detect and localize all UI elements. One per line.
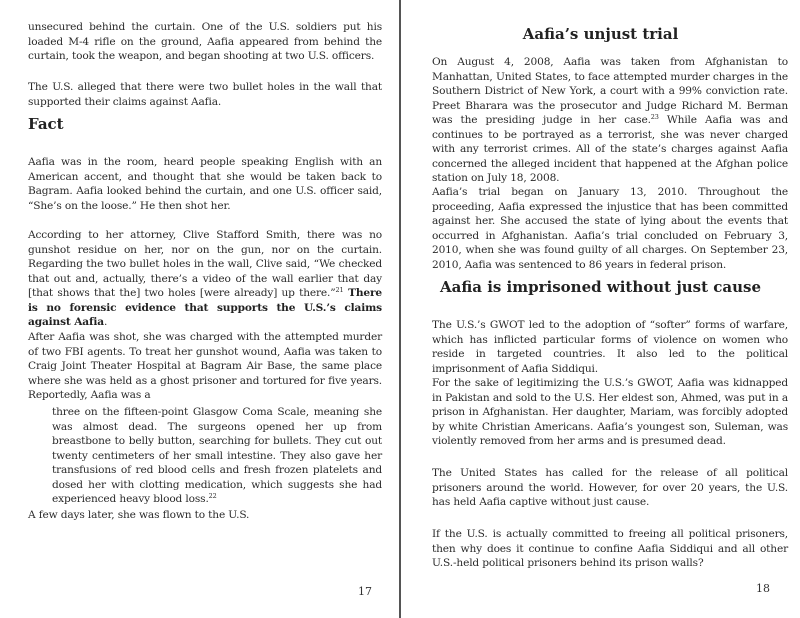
paragraph: For the sake of legitimizing the U.S.’s GWOT, Aafia was kidnapped in Pakistan and sold to the U.S. Her eldest son, Ahmed, was put in a prison in Afghanistan. Her daughter, Mariam, was forcibly adopted by white Christian Americans. Aafia’s youngest son, Suleman, was violently removed from her arms and is presumed dead. [432,377,788,447]
block-quote [52,405,382,507]
paragraph: After Aafia was shot, she was charged with the attempted murder of two FBI agents. To treat her gunshot wound, Aafia was taken to Craig Joint Theater Hospital at Bagram Air Base, the same place where she was held as a ghost prisoner and tortured for five years. Reportedly, Aafia was a [28,331,382,401]
footnote-ref: 22 [208,492,217,500]
paragraph: The U.S. alleged that there were two bullet holes in the wall that supported their claims against Aafia. [28,81,382,108]
paragraph: The U.S.’s GWOT led to the adoption of “softer” forms of warfare, which has inflicted particular forms of violence on women who reside in targeted countries. It also led to the political imprisonment of Aafia Siddiqui. [432,319,788,375]
section-heading: Aafia’s unjust trial [522,25,679,43]
paragraph: Aafia’s trial began on January 13, 2010. Throughout the proceeding, Aafia expressed the injustice that has been committed against her. She accused the state of lying about the events that occurred in Afghanistan. Aafia’s trial concluded on February 3, 2010, when she was found guilty of all charges. On September 23, 2010, Aafia was sentenced to 86 years in federal prison. [432,186,788,271]
page-number: 18 [756,582,770,595]
footnote-ref: 21 [335,286,344,294]
paragraph: The United States has called for the release of all political prisoners around the world. However, for over 20 years, the U.S. has held Aafia captive without just cause. [432,467,788,508]
footnote-ref: 23 [650,113,659,121]
paragraph: Aafia was in the room, heard people speaking English with an American accent, and thought that she would be taken back to Bagram. Aafia looked behind the curtain, and one U.S. officer said, “She’s on the loose.” He then shot her. [28,156,382,212]
emphasis-text: There is no forensic evidence that supports the U.S.’s claims against Aafia [28,287,382,328]
quote-text: three on the fifteen-point Glasgow Coma Scale, meaning she was almost dead. The surgeons opened her up from breastbone to belly button, searching for bullets. They cut out twenty centimeters of her small intestine. They also gave her transfusions of red blood cells and fresh frozen platelets and dosed her with clotting medication, which suggests she had experienced heavy blood loss. [52,406,382,505]
paragraph-text: While Aafia was and continues to be portrayed as a terrorist, she was never charged with any terrorist crimes. All of the state’s charges against Aafia concerned the alleged incident that happened at the Afghan police station on July 18, 2008. [432,114,788,184]
paragraph [432,55,788,186]
paragraph: A few days later, she was flown to the U.S. [28,509,250,521]
paragraph-text: On August 4, 2008, Aafia was taken from Afghanistan to Manhattan, United States, to face attempted murder charges in the Southern District of New York, a court with a 99% conviction rate. Preet Bharara was the prosecutor and Judge Richard M. Berman was the presiding judge in her case. [432,56,788,126]
section-heading: Aafia is imprisoned without just cause [439,278,762,296]
paragraph-text: According to her attorney, Clive Stafford Smith, there was no gunshot residue on her, nor on the gun, nor on the curtain. Regarding the two bullet holes in the wall, Clive said, “We checked that out and, actually, there’s a video of the wall earlier that day [that shows that the] two holes [were already] up there.” [28,229,382,299]
right-page [401,0,800,618]
paragraph [28,228,382,330]
section-heading: Fact [28,115,64,133]
paragraph: unsecured behind the curtain. One of the U.S. soldiers put his loaded M-4 rifle on the ground, Aafia appeared from behind the curtain, took the weapon, and began shooting at two U.S. officers. [28,21,382,62]
paragraph: If the U.S. is actually committed to freeing all political prisoners, then why does it continue to confine Aafia Siddiqui and all other U.S.-held political prisoners behind its prison walls? [432,528,788,569]
left-page [0,0,399,618]
paragraph-text: . [104,316,108,328]
page-number: 17 [358,585,372,598]
